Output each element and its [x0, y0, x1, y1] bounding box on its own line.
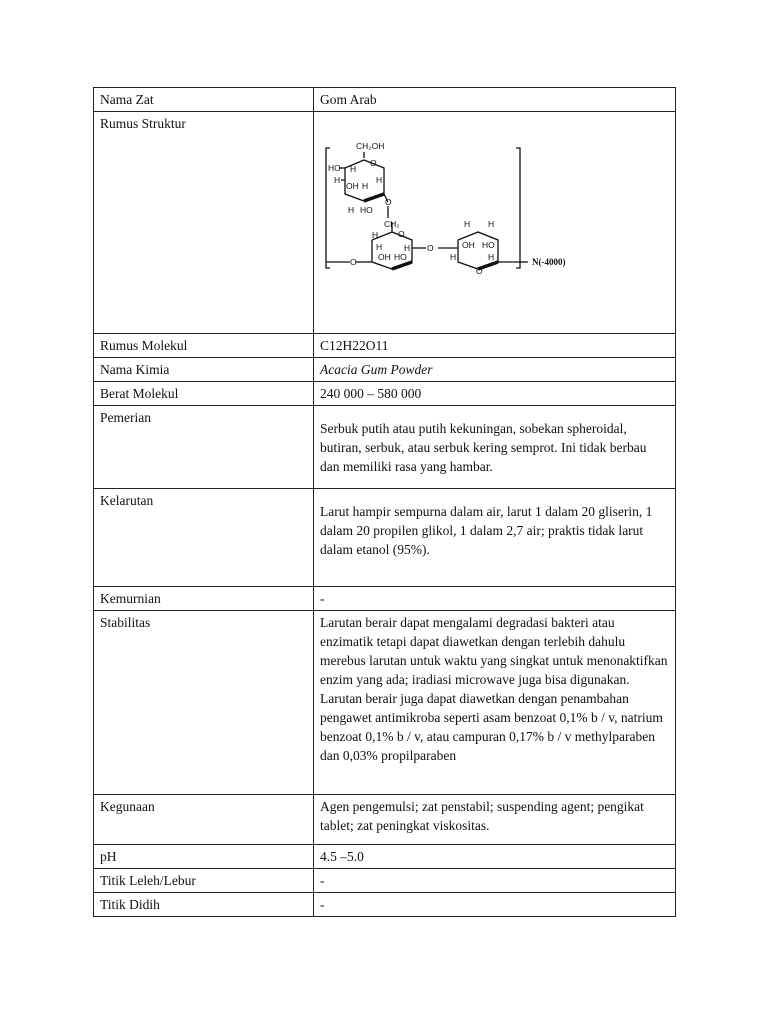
table-row	[94, 587, 676, 611]
atom-label: HO	[360, 205, 373, 215]
row-label: Kegunaan	[94, 795, 314, 845]
row-label: Nama Zat	[94, 88, 314, 112]
atom-label: OH	[378, 252, 391, 262]
row-value: Gom Arab	[314, 88, 676, 112]
atom-label: O	[398, 229, 405, 239]
table-row	[94, 489, 676, 587]
atom-label: O	[385, 197, 392, 207]
row-label: Kemurnian	[94, 587, 314, 611]
atom-label: O	[427, 243, 434, 253]
atom-label: O	[350, 257, 357, 267]
row-value: Larut hampir sempurna dalam air, larut 1 dalam 20 gliserin, 1 dalam 20 propilen glikol, 1 dalam 2,7 air; praktis tidak larut dalam etanol (95%).	[320, 504, 653, 557]
atom-label: H	[334, 175, 341, 185]
row-value: Acacia Gum Powder	[314, 358, 676, 382]
row-label: Titik Didih	[94, 893, 314, 917]
row-value: -	[314, 869, 676, 893]
structure-cell	[314, 112, 676, 334]
atom-label: H	[464, 219, 471, 229]
atom-label: H	[450, 252, 457, 262]
table-row	[94, 334, 676, 358]
row-label: Titik Leleh/Lebur	[94, 869, 314, 893]
row-value: Larutan berair dapat mengalami degradasi bakteri atau enzimatik tetapi dapat diawetkan dengan terlebih dahulu merebus larutan untuk waktu yang singkat untuk menonaktifkan enzim yang ada; iradiasi microwave juga bisa digunakan. Larutan berair juga dapat diawetkan dengan penambahan pengawet antimikroba seperti asam benzoat 0,1% b / v, natrium benzoat 0,1% b / v, atau campuran 0,17% b / v methylparaben dan 0,03% propilparaben	[314, 611, 676, 795]
row-value-cell	[314, 406, 676, 489]
table-row	[94, 112, 676, 334]
table-row	[94, 611, 676, 795]
row-label: Rumus Struktur	[94, 112, 314, 334]
table-row	[94, 358, 676, 382]
atom-label: H	[372, 230, 379, 240]
structural-formula	[320, 114, 669, 330]
row-value: Serbuk putih atau putih kekuningan, sobekan spheroidal, butiran, serbuk, atau serbuk kering semprot. Ini tidak berbau dan memiliki rasa yang hambar.	[320, 421, 647, 474]
atom-label: O	[370, 158, 377, 168]
atom-label: H	[350, 164, 357, 174]
atom-label: H	[376, 175, 383, 185]
atom-label: OH	[462, 240, 475, 250]
atom-label: H	[488, 252, 495, 262]
row-value: -	[314, 587, 676, 611]
row-label: Pemerian	[94, 406, 314, 489]
table-row	[94, 845, 676, 869]
atom-label: O	[476, 266, 483, 276]
table-row	[94, 382, 676, 406]
row-label: Rumus Molekul	[94, 334, 314, 358]
table-row	[94, 893, 676, 917]
atom-label: H	[348, 205, 355, 215]
atom-label: CH₂	[384, 219, 400, 229]
atom-label: H	[488, 219, 495, 229]
row-value: -	[314, 893, 676, 917]
row-label: Nama Kimia	[94, 358, 314, 382]
atom-label: H	[404, 243, 411, 253]
row-value: 4.5 –5.0	[314, 845, 676, 869]
row-label: Berat Molekul	[94, 382, 314, 406]
atom-label: H	[376, 242, 383, 252]
repeat-unit-label: N(-4000)	[532, 257, 566, 267]
row-value-cell	[314, 489, 676, 587]
row-label: pH	[94, 845, 314, 869]
row-label: Kelarutan	[94, 489, 314, 587]
row-label: Stabilitas	[94, 611, 314, 795]
atom-label: HO	[482, 240, 495, 250]
structural-formula-drawing	[320, 114, 660, 330]
spec-table	[93, 87, 676, 917]
row-value: 240 000 – 580 000	[314, 382, 676, 406]
atom-label: HO	[394, 252, 407, 262]
atom-label: OH	[346, 181, 359, 191]
atom-label: CH₂OH	[356, 141, 385, 151]
table-row	[94, 795, 676, 845]
row-value: Agen pengemulsi; zat penstabil; suspending agent; pengikat tablet; zat peningkat viskositas.	[314, 795, 676, 845]
table-row	[94, 88, 676, 112]
atom-label: HO	[328, 163, 341, 173]
atom-label: H	[362, 181, 369, 191]
table-row	[94, 406, 676, 489]
table-row	[94, 869, 676, 893]
row-value: C12H22O11	[314, 334, 676, 358]
